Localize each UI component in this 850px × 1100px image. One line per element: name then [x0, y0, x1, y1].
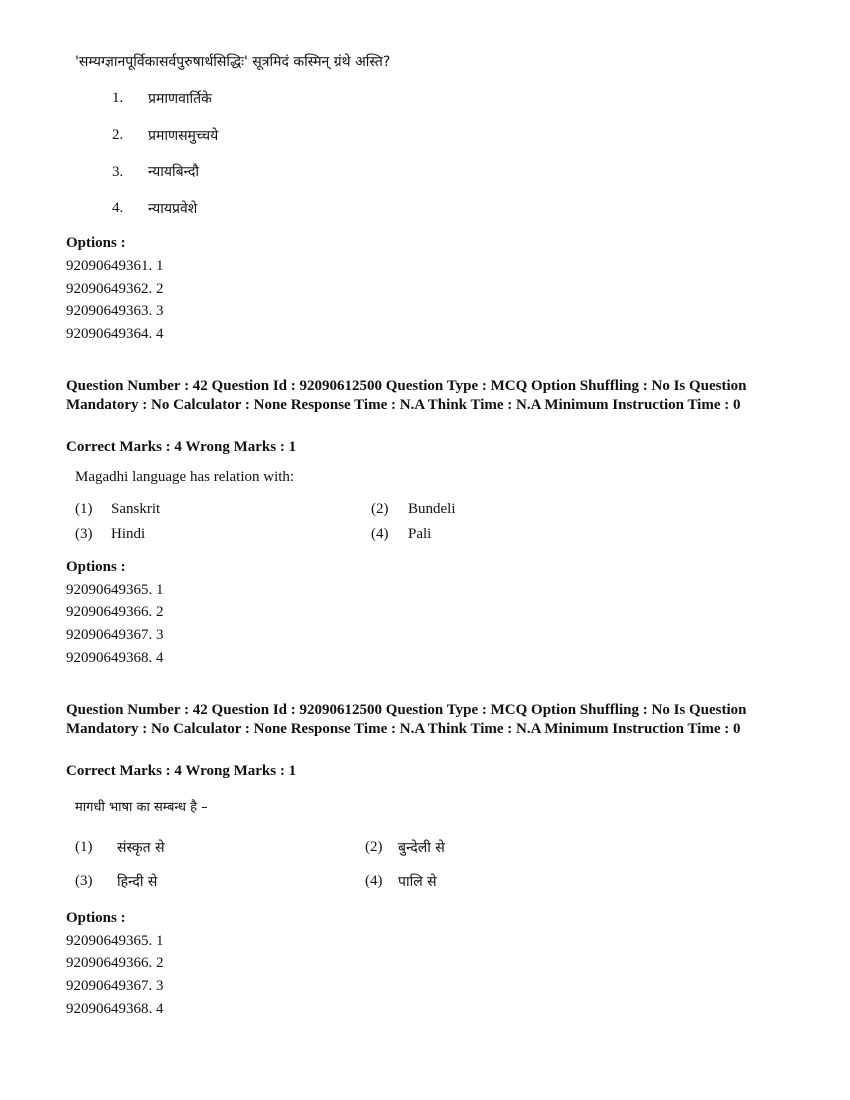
- options-label: Options :: [66, 235, 126, 251]
- choice-number: 4.: [112, 200, 124, 216]
- choice-number: (4): [365, 873, 383, 889]
- question-meta: Question Number : 42 Question Id : 92090612500 Question Type : MCQ Option Shuffling : No Is Question Mandatory : No Calculator : None Response Time : N.A Think Time : N.A Minimum Instruction Time : 0: [66, 702, 747, 737]
- option-line: 92090649365. 1: [66, 582, 164, 598]
- options-label: Options :: [66, 559, 126, 575]
- choice-text: संस्कृत से: [117, 840, 165, 856]
- option-line: 92090649366. 2: [66, 604, 164, 620]
- option-line: 92090649367. 3: [66, 627, 164, 643]
- choice-number: (1): [75, 839, 93, 855]
- option-line: 92090649362. 2: [66, 281, 164, 297]
- marks-line: Correct Marks : 4 Wrong Marks : 1: [66, 439, 297, 455]
- choice-text: Bundeli: [408, 501, 456, 517]
- option-line: 92090649367. 3: [66, 978, 164, 994]
- option-line: 92090649368. 4: [66, 1001, 164, 1017]
- choice-text: हिन्दी से: [117, 874, 158, 890]
- choice-number: 1.: [112, 90, 124, 106]
- choice-number: (3): [75, 873, 93, 889]
- question-text: 'सम्यग्ज्ञानपूर्विकासर्वपुरुषार्थसिद्धिः' सूत्रमिदं कस्मिन् ग्रंथे अस्ति?: [75, 54, 391, 70]
- choice-number: (3): [75, 526, 93, 542]
- option-line: 92090649361. 1: [66, 258, 164, 274]
- choice-text: प्रमाणसमुच्चये: [148, 128, 219, 144]
- option-line: 92090649364. 4: [66, 326, 164, 342]
- choice-text: Hindi: [111, 526, 146, 542]
- choice-number: 3.: [112, 164, 124, 180]
- question-text: मागधी भाषा का सम्बन्ध है –: [75, 800, 208, 815]
- choice-text: Pali: [408, 526, 432, 542]
- choice-text: प्रमाणवार्तिके: [148, 91, 212, 107]
- question-text: Magadhi language has relation with:: [75, 469, 295, 485]
- choice-text: बुन्देली से: [398, 840, 445, 856]
- question-meta: Question Number : 42 Question Id : 92090612500 Question Type : MCQ Option Shuffling : No Is Question Mandatory : No Calculator : None Response Time : N.A Think Time : N.A Minimum Instruction Time : 0: [66, 378, 747, 413]
- marks-line: Correct Marks : 4 Wrong Marks : 1: [66, 763, 297, 779]
- option-line: 92090649365. 1: [66, 933, 164, 949]
- choice-text: Sanskrit: [111, 501, 161, 517]
- options-label: Options :: [66, 910, 126, 926]
- choice-number: (2): [371, 501, 389, 517]
- choice-number: (4): [371, 526, 389, 542]
- option-line: 92090649368. 4: [66, 650, 164, 666]
- option-line: 92090649366. 2: [66, 955, 164, 971]
- choice-text: न्यायप्रवेशे: [148, 201, 198, 217]
- option-line: 92090649363. 3: [66, 303, 164, 319]
- choice-number: (1): [75, 501, 93, 517]
- choice-text: न्यायबिन्दौ: [148, 164, 200, 180]
- choice-number: 2.: [112, 127, 124, 143]
- choice-text: पालि से: [398, 874, 437, 890]
- choice-number: (2): [365, 839, 383, 855]
